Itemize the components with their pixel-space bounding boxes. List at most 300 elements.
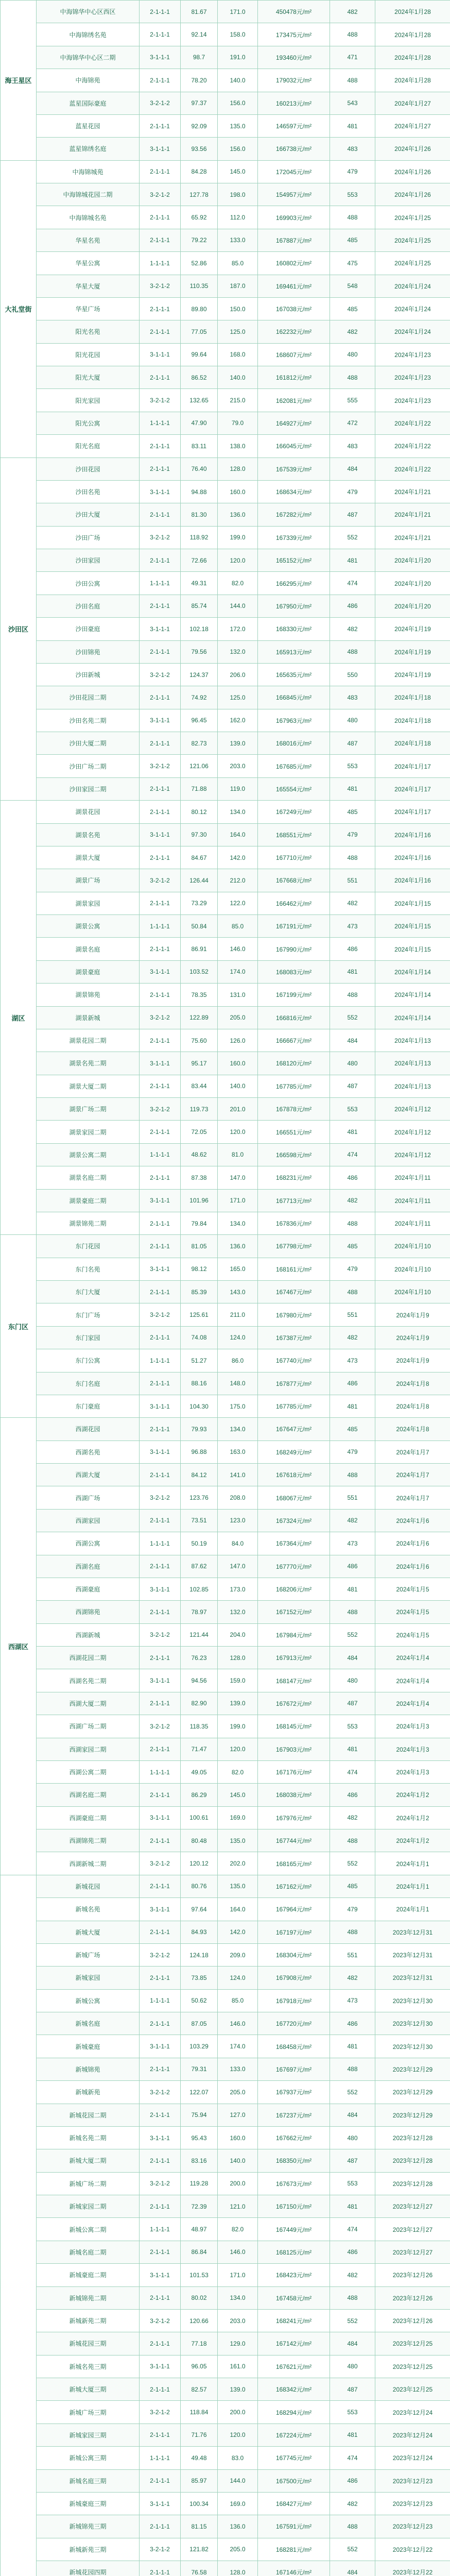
layout-cell: 3-2-1-2 bbox=[140, 1623, 181, 1646]
date-cell: 2023年12月23 bbox=[375, 2492, 450, 2515]
count-cell: 481 bbox=[330, 549, 375, 572]
date-cell: 2023年12月24 bbox=[375, 2424, 450, 2446]
table-row bbox=[1, 229, 450, 251]
total-price-cell: 139.0 bbox=[218, 2378, 258, 2401]
date-cell: 2024年1月3 bbox=[375, 1738, 450, 1760]
community-name-cell: 东门大厦 bbox=[37, 1281, 140, 1303]
count-cell: 482 bbox=[330, 618, 375, 640]
area-cell: 121.44 bbox=[181, 1623, 218, 1646]
total-price-cell: 204.0 bbox=[218, 1623, 258, 1646]
date-cell: 2024年1月16 bbox=[375, 869, 450, 892]
count-cell: 553 bbox=[330, 1098, 375, 1121]
layout-cell: 3-2-1-2 bbox=[140, 526, 181, 549]
count-cell: 552 bbox=[330, 1623, 375, 1646]
community-name-cell: 东门公寓 bbox=[37, 1349, 140, 1372]
unit-price-cell: 167878元/m² bbox=[258, 1098, 330, 1121]
community-name-cell: 蓝星国际豪庭 bbox=[37, 92, 140, 114]
count-cell: 543 bbox=[330, 92, 375, 114]
unit-price-cell: 167458元/m² bbox=[258, 2286, 330, 2309]
unit-price-cell: 165554元/m² bbox=[258, 777, 330, 800]
total-price-cell: 198.0 bbox=[218, 183, 258, 206]
area-cell: 93.56 bbox=[181, 138, 218, 160]
unit-price-cell: 167720元/m² bbox=[258, 2012, 330, 2035]
date-cell: 2024年1月20 bbox=[375, 572, 450, 595]
layout-cell: 3-1-1-1 bbox=[140, 618, 181, 640]
count-cell: 553 bbox=[330, 1715, 375, 1738]
community-name-cell: 华星广场 bbox=[37, 297, 140, 320]
total-price-cell: 122.0 bbox=[218, 892, 258, 914]
area-cell: 89.80 bbox=[181, 297, 218, 320]
table-row bbox=[1, 1372, 450, 1395]
unit-price-cell: 168145元/m² bbox=[258, 1715, 330, 1738]
community-name-cell: 沙田名苑 bbox=[37, 480, 140, 503]
community-name-cell: 湖景广场 bbox=[37, 869, 140, 892]
count-cell: 488 bbox=[330, 2058, 375, 2080]
community-name-cell: 阳光公寓 bbox=[37, 412, 140, 434]
date-cell: 2024年1月18 bbox=[375, 686, 450, 709]
area-cell: 110.35 bbox=[181, 275, 218, 297]
area-cell: 71.76 bbox=[181, 2424, 218, 2446]
table-row bbox=[1, 960, 450, 983]
count-cell: 484 bbox=[330, 2104, 375, 2126]
total-price-cell: 145.0 bbox=[218, 160, 258, 183]
unit-price-cell: 167647元/m² bbox=[258, 1418, 330, 1440]
count-cell: 486 bbox=[330, 2012, 375, 2035]
unit-price-cell: 164927元/m² bbox=[258, 412, 330, 434]
table-row bbox=[1, 252, 450, 275]
community-name-cell: 东门花园 bbox=[37, 1235, 140, 1258]
area-cell: 72.66 bbox=[181, 549, 218, 572]
total-price-cell: 209.0 bbox=[218, 1943, 258, 1966]
area-cell: 87.38 bbox=[181, 1166, 218, 1189]
total-price-cell: 128.0 bbox=[218, 1647, 258, 1669]
date-cell: 2024年1月15 bbox=[375, 892, 450, 914]
area-cell: 118.92 bbox=[181, 526, 218, 549]
date-cell: 2024年1月5 bbox=[375, 1601, 450, 1623]
count-cell: 481 bbox=[330, 2424, 375, 2446]
table-row bbox=[1, 1440, 450, 1463]
area-cell: 79.56 bbox=[181, 640, 218, 663]
unit-price-cell: 167713元/m² bbox=[258, 1189, 330, 1212]
table-row bbox=[1, 2469, 450, 2492]
table-row bbox=[1, 732, 450, 755]
count-cell: 483 bbox=[330, 686, 375, 709]
count-cell: 474 bbox=[330, 1760, 375, 1783]
community-name-cell: 新城花园四期 bbox=[37, 2561, 140, 2576]
total-price-cell: 134.0 bbox=[218, 1418, 258, 1440]
area-cell: 123.76 bbox=[181, 1486, 218, 1509]
count-cell: 487 bbox=[330, 503, 375, 526]
community-name-cell: 沙田大厦二期 bbox=[37, 732, 140, 755]
count-cell: 482 bbox=[330, 892, 375, 914]
table-row bbox=[1, 2012, 450, 2035]
community-name-cell: 西湖豪庭 bbox=[37, 1578, 140, 1600]
community-name-cell: 新城新苑三期 bbox=[37, 2538, 140, 2561]
layout-cell: 1-1-1-1 bbox=[140, 2218, 181, 2241]
table-row bbox=[1, 1578, 450, 1600]
community-name-cell: 新城锦苑 bbox=[37, 2058, 140, 2080]
date-cell: 2024年1月26 bbox=[375, 183, 450, 206]
date-cell: 2024年1月28 bbox=[375, 46, 450, 69]
count-cell: 485 bbox=[330, 1235, 375, 1258]
table-row bbox=[1, 1326, 450, 1349]
layout-cell: 2-1-1-1 bbox=[140, 1235, 181, 1258]
table-row bbox=[1, 1967, 450, 1989]
unit-price-cell: 168551元/m² bbox=[258, 823, 330, 846]
table-row bbox=[1, 412, 450, 434]
count-cell: 480 bbox=[330, 1052, 375, 1075]
table-row bbox=[1, 2309, 450, 2332]
community-name-cell: 西湖大厦 bbox=[37, 1464, 140, 1486]
count-cell: 488 bbox=[330, 366, 375, 389]
layout-cell: 2-1-1-1 bbox=[140, 1075, 181, 1097]
count-cell: 486 bbox=[330, 1372, 375, 1395]
area-cell: 50.84 bbox=[181, 915, 218, 938]
table-row bbox=[1, 618, 450, 640]
community-name-cell: 沙田广场 bbox=[37, 526, 140, 549]
date-cell: 2023年12月26 bbox=[375, 2286, 450, 2309]
total-price-cell: 146.0 bbox=[218, 938, 258, 960]
area-cell: 80.76 bbox=[181, 1875, 218, 1897]
community-name-cell: 沙田名庭 bbox=[37, 595, 140, 617]
table-row bbox=[1, 938, 450, 960]
date-cell: 2024年1月28 bbox=[375, 69, 450, 92]
date-cell: 2024年1月14 bbox=[375, 960, 450, 983]
date-cell: 2024年1月6 bbox=[375, 1532, 450, 1555]
area-cell: 49.48 bbox=[181, 2447, 218, 2469]
layout-cell: 1-1-1-1 bbox=[140, 1532, 181, 1555]
community-name-cell: 新城公寓三期 bbox=[37, 2447, 140, 2469]
layout-cell: 2-1-1-1 bbox=[140, 1121, 181, 1143]
date-cell: 2024年1月8 bbox=[375, 1372, 450, 1395]
unit-price-cell: 168607元/m² bbox=[258, 343, 330, 366]
date-cell: 2024年1月5 bbox=[375, 1578, 450, 1600]
table-row bbox=[1, 2561, 450, 2576]
layout-cell: 3-1-1-1 bbox=[140, 1395, 181, 1417]
unit-price-cell: 168231元/m² bbox=[258, 1166, 330, 1189]
area-cell: 76.58 bbox=[181, 2561, 218, 2576]
date-cell: 2023年12月31 bbox=[375, 1943, 450, 1966]
community-name-cell: 湖景新城 bbox=[37, 1006, 140, 1029]
unit-price-cell: 167539元/m² bbox=[258, 457, 330, 480]
unit-price-cell: 168038元/m² bbox=[258, 1784, 330, 1806]
unit-price-cell: 168330元/m² bbox=[258, 618, 330, 640]
layout-cell: 3-2-1-2 bbox=[140, 1852, 181, 1875]
community-name-cell: 新城名苑 bbox=[37, 1898, 140, 1921]
table-row bbox=[1, 755, 450, 777]
date-cell: 2024年1月27 bbox=[375, 114, 450, 137]
unit-price-cell: 160213元/m² bbox=[258, 92, 330, 114]
layout-cell: 2-1-1-1 bbox=[140, 2195, 181, 2218]
area-cell: 83.11 bbox=[181, 435, 218, 457]
unit-price-cell: 167249元/m² bbox=[258, 801, 330, 823]
community-name-cell: 新城名庭三期 bbox=[37, 2469, 140, 2492]
layout-cell: 2-1-1-1 bbox=[140, 1692, 181, 1715]
unit-price-cell: 167500元/m² bbox=[258, 2469, 330, 2492]
table-row bbox=[1, 1852, 450, 1875]
layout-cell: 2-1-1-1 bbox=[140, 2149, 181, 2172]
community-name-cell: 西湖新城二期 bbox=[37, 1852, 140, 1875]
date-cell: 2024年1月18 bbox=[375, 709, 450, 732]
count-cell: 488 bbox=[330, 23, 375, 46]
total-price-cell: 168.0 bbox=[218, 343, 258, 366]
total-price-cell: 199.0 bbox=[218, 1715, 258, 1738]
total-price-cell: 215.0 bbox=[218, 389, 258, 412]
date-cell: 2024年1月25 bbox=[375, 229, 450, 251]
area-cell: 75.60 bbox=[181, 1029, 218, 1052]
community-name-cell: 新城家园 bbox=[37, 1967, 140, 1989]
total-price-cell: 134.0 bbox=[218, 2286, 258, 2309]
count-cell: 487 bbox=[330, 2149, 375, 2172]
area-cell: 78.35 bbox=[181, 984, 218, 1006]
unit-price-cell: 168241元/m² bbox=[258, 2309, 330, 2332]
district-cell: 湖区 bbox=[1, 801, 37, 1235]
area-cell: 97.30 bbox=[181, 823, 218, 846]
district-cell: 海王星区 bbox=[1, 1, 37, 161]
table-row bbox=[1, 160, 450, 183]
area-cell: 102.85 bbox=[181, 1578, 218, 1600]
layout-cell: 2-1-1-1 bbox=[140, 640, 181, 663]
total-price-cell: 171.0 bbox=[218, 2264, 258, 2286]
area-cell: 80.12 bbox=[181, 801, 218, 823]
count-cell: 488 bbox=[330, 2286, 375, 2309]
community-name-cell: 东门家园 bbox=[37, 1326, 140, 1349]
layout-cell: 2-1-1-1 bbox=[140, 69, 181, 92]
community-name-cell: 蓝星花园 bbox=[37, 114, 140, 137]
layout-cell: 1-1-1-1 bbox=[140, 2447, 181, 2469]
layout-cell: 2-1-1-1 bbox=[140, 1418, 181, 1440]
layout-cell: 2-1-1-1 bbox=[140, 366, 181, 389]
table-row bbox=[1, 2355, 450, 2378]
total-price-cell: 82.0 bbox=[218, 2218, 258, 2241]
table-row bbox=[1, 1555, 450, 1578]
date-cell: 2024年1月1 bbox=[375, 1852, 450, 1875]
table-row bbox=[1, 984, 450, 1006]
table-row bbox=[1, 686, 450, 709]
unit-price-cell: 167364元/m² bbox=[258, 1532, 330, 1555]
community-name-cell: 湖景花园二期 bbox=[37, 1029, 140, 1052]
community-name-cell: 新城名庭二期 bbox=[37, 2241, 140, 2263]
date-cell: 2023年12月26 bbox=[375, 2309, 450, 2332]
layout-cell: 1-1-1-1 bbox=[140, 915, 181, 938]
community-name-cell: 沙田家园二期 bbox=[37, 777, 140, 800]
table-row bbox=[1, 1143, 450, 1166]
community-name-cell: 沙田大厦 bbox=[37, 503, 140, 526]
count-cell: 479 bbox=[330, 1440, 375, 1463]
count-cell: 485 bbox=[330, 229, 375, 251]
layout-cell: 2-1-1-1 bbox=[140, 2332, 181, 2355]
community-name-cell: 西湖新城 bbox=[37, 1623, 140, 1646]
count-cell: 487 bbox=[330, 1075, 375, 1097]
layout-cell: 3-2-1-2 bbox=[140, 1303, 181, 1326]
community-name-cell: 西湖花园 bbox=[37, 1418, 140, 1440]
total-price-cell: 174.0 bbox=[218, 960, 258, 983]
count-cell: 484 bbox=[330, 1029, 375, 1052]
unit-price-cell: 166551元/m² bbox=[258, 1121, 330, 1143]
date-cell: 2023年12月31 bbox=[375, 1967, 450, 1989]
count-cell: 480 bbox=[330, 709, 375, 732]
count-cell: 485 bbox=[330, 801, 375, 823]
community-name-cell: 新城锦苑二期 bbox=[37, 2286, 140, 2309]
date-cell: 2024年1月6 bbox=[375, 1555, 450, 1578]
unit-price-cell: 146597元/m² bbox=[258, 114, 330, 137]
unit-price-cell: 167197元/m² bbox=[258, 1921, 330, 1943]
date-cell: 2024年1月19 bbox=[375, 618, 450, 640]
layout-cell: 2-1-1-1 bbox=[140, 1509, 181, 1532]
community-name-cell: 新城广场 bbox=[37, 1943, 140, 1966]
table-row bbox=[1, 2447, 450, 2469]
table-row bbox=[1, 366, 450, 389]
layout-cell: 3-2-1-2 bbox=[140, 389, 181, 412]
layout-cell: 3-1-1-1 bbox=[140, 2035, 181, 2058]
date-cell: 2024年1月16 bbox=[375, 823, 450, 846]
total-price-cell: 120.0 bbox=[218, 1121, 258, 1143]
layout-cell: 2-1-1-1 bbox=[140, 160, 181, 183]
date-cell: 2024年1月4 bbox=[375, 1669, 450, 1692]
layout-cell: 3-2-1-2 bbox=[140, 755, 181, 777]
area-cell: 85.97 bbox=[181, 2469, 218, 2492]
community-name-cell: 沙田广场二期 bbox=[37, 755, 140, 777]
area-cell: 86.29 bbox=[181, 1784, 218, 1806]
layout-cell: 2-1-1-1 bbox=[140, 1784, 181, 1806]
table-row bbox=[1, 2378, 450, 2401]
community-name-cell: 中海锦城名苑 bbox=[37, 206, 140, 229]
table-row bbox=[1, 1486, 450, 1509]
layout-cell: 3-2-1-2 bbox=[140, 2081, 181, 2104]
table-row bbox=[1, 709, 450, 732]
community-name-cell: 沙田锦苑 bbox=[37, 640, 140, 663]
layout-cell: 2-1-1-1 bbox=[140, 2286, 181, 2309]
community-name-cell: 沙田花园二期 bbox=[37, 686, 140, 709]
count-cell: 486 bbox=[330, 1555, 375, 1578]
area-cell: 81.15 bbox=[181, 2515, 218, 2538]
total-price-cell: 163.0 bbox=[218, 1440, 258, 1463]
area-cell: 83.16 bbox=[181, 2149, 218, 2172]
layout-cell: 3-1-1-1 bbox=[140, 1806, 181, 1829]
table-row bbox=[1, 1532, 450, 1555]
count-cell: 484 bbox=[330, 2332, 375, 2355]
count-cell: 553 bbox=[330, 2172, 375, 2195]
district-cell: 大礼堂街 bbox=[1, 160, 37, 457]
layout-cell: 3-1-1-1 bbox=[140, 1052, 181, 1075]
area-cell: 50.62 bbox=[181, 1989, 218, 2012]
table-row bbox=[1, 823, 450, 846]
area-cell: 84.28 bbox=[181, 160, 218, 183]
unit-price-cell: 167672元/m² bbox=[258, 1692, 330, 1715]
unit-price-cell: 168350元/m² bbox=[258, 2149, 330, 2172]
unit-price-cell: 161812元/m² bbox=[258, 366, 330, 389]
community-name-cell: 沙田名苑二期 bbox=[37, 709, 140, 732]
community-name-cell: 湖景大厦二期 bbox=[37, 1075, 140, 1097]
count-cell: 483 bbox=[330, 138, 375, 160]
date-cell: 2023年12月23 bbox=[375, 2515, 450, 2538]
total-price-cell: 120.0 bbox=[218, 1738, 258, 1760]
table-row bbox=[1, 1418, 450, 1440]
count-cell: 553 bbox=[330, 2401, 375, 2424]
area-cell: 78.20 bbox=[181, 69, 218, 92]
total-price-cell: 205.0 bbox=[218, 1006, 258, 1029]
layout-cell: 3-1-1-1 bbox=[140, 1898, 181, 1921]
total-price-cell: 126.0 bbox=[218, 1029, 258, 1052]
layout-cell: 2-1-1-1 bbox=[140, 2515, 181, 2538]
community-name-cell: 阳光大厦 bbox=[37, 366, 140, 389]
layout-cell: 3-2-1-2 bbox=[140, 1943, 181, 1966]
community-name-cell: 湖景公寓 bbox=[37, 915, 140, 938]
total-price-cell: 156.0 bbox=[218, 92, 258, 114]
unit-price-cell: 168165元/m² bbox=[258, 1852, 330, 1875]
layout-cell: 2-1-1-1 bbox=[140, 23, 181, 46]
count-cell: 487 bbox=[330, 2378, 375, 2401]
total-price-cell: 124.0 bbox=[218, 1967, 258, 1989]
table-row bbox=[1, 1281, 450, 1303]
area-cell: 71.88 bbox=[181, 777, 218, 800]
unit-price-cell: 167282元/m² bbox=[258, 503, 330, 526]
unit-price-cell: 167785元/m² bbox=[258, 1395, 330, 1417]
unit-price-cell: 167591元/m² bbox=[258, 2515, 330, 2538]
layout-cell: 3-2-1-2 bbox=[140, 1006, 181, 1029]
total-price-cell: 128.0 bbox=[218, 2561, 258, 2576]
total-price-cell: 160.0 bbox=[218, 2126, 258, 2149]
layout-cell: 3-2-1-2 bbox=[140, 2172, 181, 2195]
layout-cell: 2-1-1-1 bbox=[140, 1166, 181, 1189]
area-cell: 78.97 bbox=[181, 1601, 218, 1623]
count-cell: 481 bbox=[330, 1395, 375, 1417]
layout-cell: 3-2-1-2 bbox=[140, 663, 181, 686]
table-row bbox=[1, 1029, 450, 1052]
count-cell: 552 bbox=[330, 1852, 375, 1875]
count-cell: 488 bbox=[330, 69, 375, 92]
area-cell: 122.89 bbox=[181, 1006, 218, 1029]
total-price-cell: 82.0 bbox=[218, 572, 258, 595]
area-cell: 86.52 bbox=[181, 366, 218, 389]
count-cell: 482 bbox=[330, 1326, 375, 1349]
community-name-cell: 西湖名苑 bbox=[37, 1440, 140, 1463]
community-name-cell: 湖景花园 bbox=[37, 801, 140, 823]
total-price-cell: 199.0 bbox=[218, 526, 258, 549]
date-cell: 2024年1月7 bbox=[375, 1464, 450, 1486]
table-row bbox=[1, 869, 450, 892]
total-price-cell: 164.0 bbox=[218, 823, 258, 846]
date-cell: 2023年12月28 bbox=[375, 2172, 450, 2195]
layout-cell: 1-1-1-1 bbox=[140, 572, 181, 595]
area-cell: 102.18 bbox=[181, 618, 218, 640]
total-price-cell: 124.0 bbox=[218, 1326, 258, 1349]
total-price-cell: 136.0 bbox=[218, 1235, 258, 1258]
date-cell: 2024年1月4 bbox=[375, 1692, 450, 1715]
layout-cell: 3-1-1-1 bbox=[140, 2126, 181, 2149]
unit-price-cell: 168281元/m² bbox=[258, 2538, 330, 2561]
area-cell: 87.05 bbox=[181, 2012, 218, 2035]
date-cell: 2024年1月4 bbox=[375, 1647, 450, 1669]
layout-cell: 2-1-1-1 bbox=[140, 1326, 181, 1349]
district-cell: 沙田区 bbox=[1, 457, 37, 801]
total-price-cell: 86.0 bbox=[218, 1349, 258, 1372]
unit-price-cell: 167744元/m² bbox=[258, 1829, 330, 1852]
date-cell: 2023年12月26 bbox=[375, 2264, 450, 2286]
table-row bbox=[1, 343, 450, 366]
area-cell: 118.35 bbox=[181, 1715, 218, 1738]
unit-price-cell: 166738元/m² bbox=[258, 138, 330, 160]
layout-cell: 2-1-1-1 bbox=[140, 1829, 181, 1852]
count-cell: 479 bbox=[330, 1258, 375, 1280]
area-cell: 71.47 bbox=[181, 1738, 218, 1760]
area-cell: 127.78 bbox=[181, 183, 218, 206]
layout-cell: 3-1-1-1 bbox=[140, 1669, 181, 1692]
area-cell: 96.88 bbox=[181, 1440, 218, 1463]
area-cell: 85.74 bbox=[181, 595, 218, 617]
area-cell: 96.45 bbox=[181, 709, 218, 732]
area-cell: 126.44 bbox=[181, 869, 218, 892]
